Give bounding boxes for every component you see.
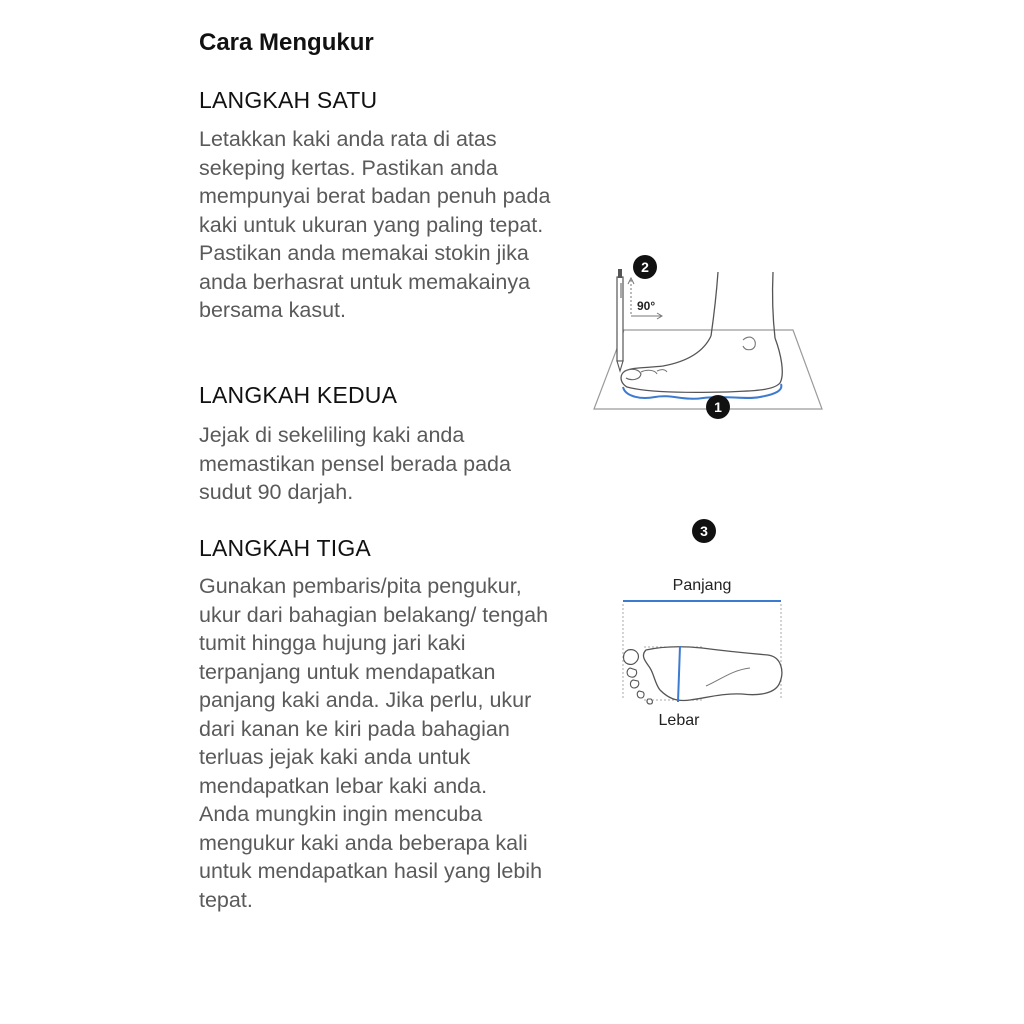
leg-back-line	[773, 272, 775, 338]
badge-2-label: 2	[641, 259, 649, 275]
footprint-toe-4	[637, 691, 644, 698]
step-2-body	[199, 421, 569, 507]
step-3-paragraph-1: Gunakan pembaris/pita pengukur, ukur dari bahagian belakang/ tengah tumit hingga hujung jari kaki terpanjang untuk mendapatkan panjang kaki anda. Jika perlu, ukur dari kanan ke kiri pada bahagian terluas jejak kaki anda untuk mendapatkan lebar kaki anda.	[199, 574, 549, 798]
footprint-toe-2	[627, 668, 637, 677]
footprint-toe-5	[647, 699, 652, 704]
badge-1-label: 1	[714, 399, 722, 415]
width-label: Lebar	[658, 712, 700, 729]
footprint-outline	[643, 647, 781, 701]
right-angle-indicator	[628, 278, 662, 319]
badge-3-label: 3	[700, 523, 708, 539]
footprint-toe-3	[630, 680, 638, 688]
step-badge-1	[706, 395, 730, 419]
length-label: Panjang	[672, 577, 732, 594]
step-2-heading: LANGKAH KEDUA	[199, 382, 398, 408]
step-3-heading: LANGKAH TIGA	[199, 535, 371, 561]
angle-label: 90°	[637, 299, 656, 313]
page-title: Cara Mengukur	[199, 29, 374, 56]
step-1-body	[199, 125, 569, 325]
foot-measure-illustration	[610, 510, 800, 740]
foot-outline	[621, 336, 782, 392]
leg-front-line	[711, 272, 718, 336]
step-2-paragraph: Jejak di sekeliling kaki anda memastikan pensel berada pada sudut 90 darjah.	[199, 423, 511, 504]
step-badge-3	[692, 519, 716, 543]
foot-tracing-drawing	[585, 250, 835, 430]
step-1-heading: LANGKAH SATU	[199, 87, 378, 113]
footprint-big-toe	[624, 650, 639, 665]
step-3-body	[199, 572, 569, 914]
step-badge-2	[633, 255, 657, 279]
foot-measure-drawing	[610, 510, 800, 740]
pencil-icon	[617, 269, 623, 371]
step-1-paragraph: Letakkan kaki anda rata di atas sekeping kertas. Pastikan anda mempunyai berat badan penuh pada kaki untuk ukuran yang paling tepat. Pastikan anda memakai stokin jika anda berhasrat untuk memakainya bersama kasut.	[199, 127, 551, 322]
step-3-paragraph-2: Anda mungkin ingin mencuba mengukur kaki anda beberapa kali untuk mendapatkan hasil yang lebih tepat.	[199, 802, 543, 912]
foot-tracing-illustration	[585, 250, 835, 430]
